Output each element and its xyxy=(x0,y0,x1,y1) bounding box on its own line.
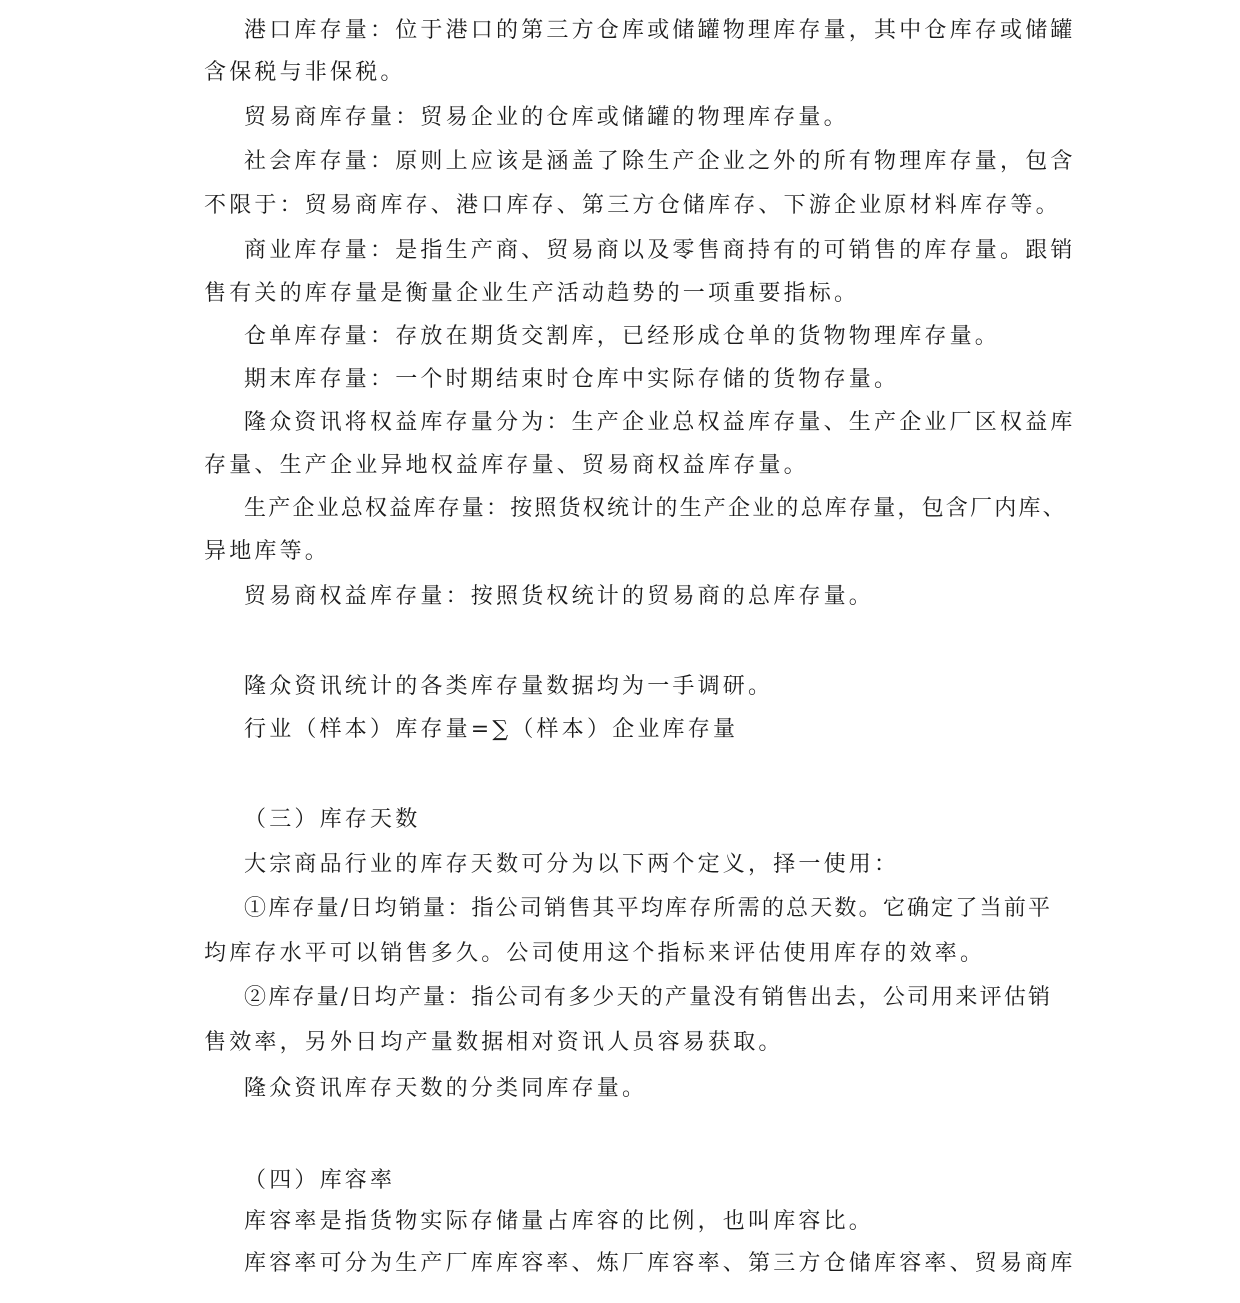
para-storage-ratio-types: 库容率可分为生产厂库库容率、炼厂库容率、第三方仓储库容率、贸易商库 xyxy=(244,1251,1076,1276)
para-trader-inventory: 贸易商库存量：贸易企业的仓库或储罐的物理库存量。 xyxy=(244,105,849,130)
para-warrant-inventory: 仓单库存量：存放在期货交割库，已经形成仓单的货物物理库存量。 xyxy=(244,324,1001,349)
para-formula: 行业（样本）库存量=∑（样本）企业库存量 xyxy=(244,717,739,742)
para-producer-equity-line2: 异地库等。 xyxy=(204,539,331,564)
section-heading-inventory-days: （三）库存天数 xyxy=(244,807,421,832)
para-days-def2-line2: 售效率，另外日均产量数据相对资讯人员容易获取。 xyxy=(204,1030,784,1055)
para-port-inventory-line2: 含保税与非保税。 xyxy=(204,60,406,85)
para-days-def2-line1: ②库存量/日均产量：指公司有多少天的产量没有销售出去，公司用来评估销 xyxy=(244,985,1053,1010)
para-ending-inventory: 期末库存量：一个时期结束时仓库中实际存储的货物存量。 xyxy=(244,367,900,392)
para-days-classification: 隆众资讯库存天数的分类同库存量。 xyxy=(244,1076,648,1101)
para-social-inventory-line1: 社会库存量：原则上应该是涵盖了除生产企业之外的所有物理库存量，包含 xyxy=(244,149,1076,174)
para-equity-inventory-line1: 隆众资讯将权益库存量分为：生产企业总权益库存量、生产企业厂区权益库 xyxy=(244,410,1076,435)
para-trader-equity: 贸易商权益库存量：按照货权统计的贸易商的总库存量。 xyxy=(244,584,875,609)
para-days-definition: 大宗商品行业的库存天数可分为以下两个定义，择一使用： xyxy=(244,852,900,877)
para-equity-inventory-line2: 存量、生产企业异地权益库存量、贸易商权益库存量。 xyxy=(204,453,809,478)
para-social-inventory-line2: 不限于：贸易商库存、港口库存、第三方仓储库存、下游企业原材料库存等。 xyxy=(204,193,1061,218)
para-days-def1-line1: ①库存量/日均销量：指公司销售其平均库存所需的总天数。它确定了当前平 xyxy=(244,896,1053,921)
para-commercial-inventory-line2: 售有关的库存量是衡量企业生产活动趋势的一项重要指标。 xyxy=(204,281,860,306)
para-storage-ratio-definition: 库容率是指货物实际存储量占库容的比例，也叫库容比。 xyxy=(244,1209,875,1234)
para-producer-equity-line1: 生产企业总权益库存量：按照货权统计的生产企业的总库存量，包含厂内库、 xyxy=(244,496,1067,521)
para-commercial-inventory-line1: 商业库存量：是指生产商、贸易商以及零售商持有的可销售的库存量。跟销 xyxy=(244,238,1076,263)
para-port-inventory-line1: 港口库存量：位于港口的第三方仓库或储罐物理库存量，其中仓库存或储罐 xyxy=(244,18,1076,43)
section-heading-storage-ratio: （四）库容率 xyxy=(244,1168,396,1193)
para-survey-note: 隆众资讯统计的各类库存量数据均为一手调研。 xyxy=(244,674,774,699)
para-days-def1-line2: 均库存水平可以销售多久。公司使用这个指标来评估使用库存的效率。 xyxy=(204,941,986,966)
